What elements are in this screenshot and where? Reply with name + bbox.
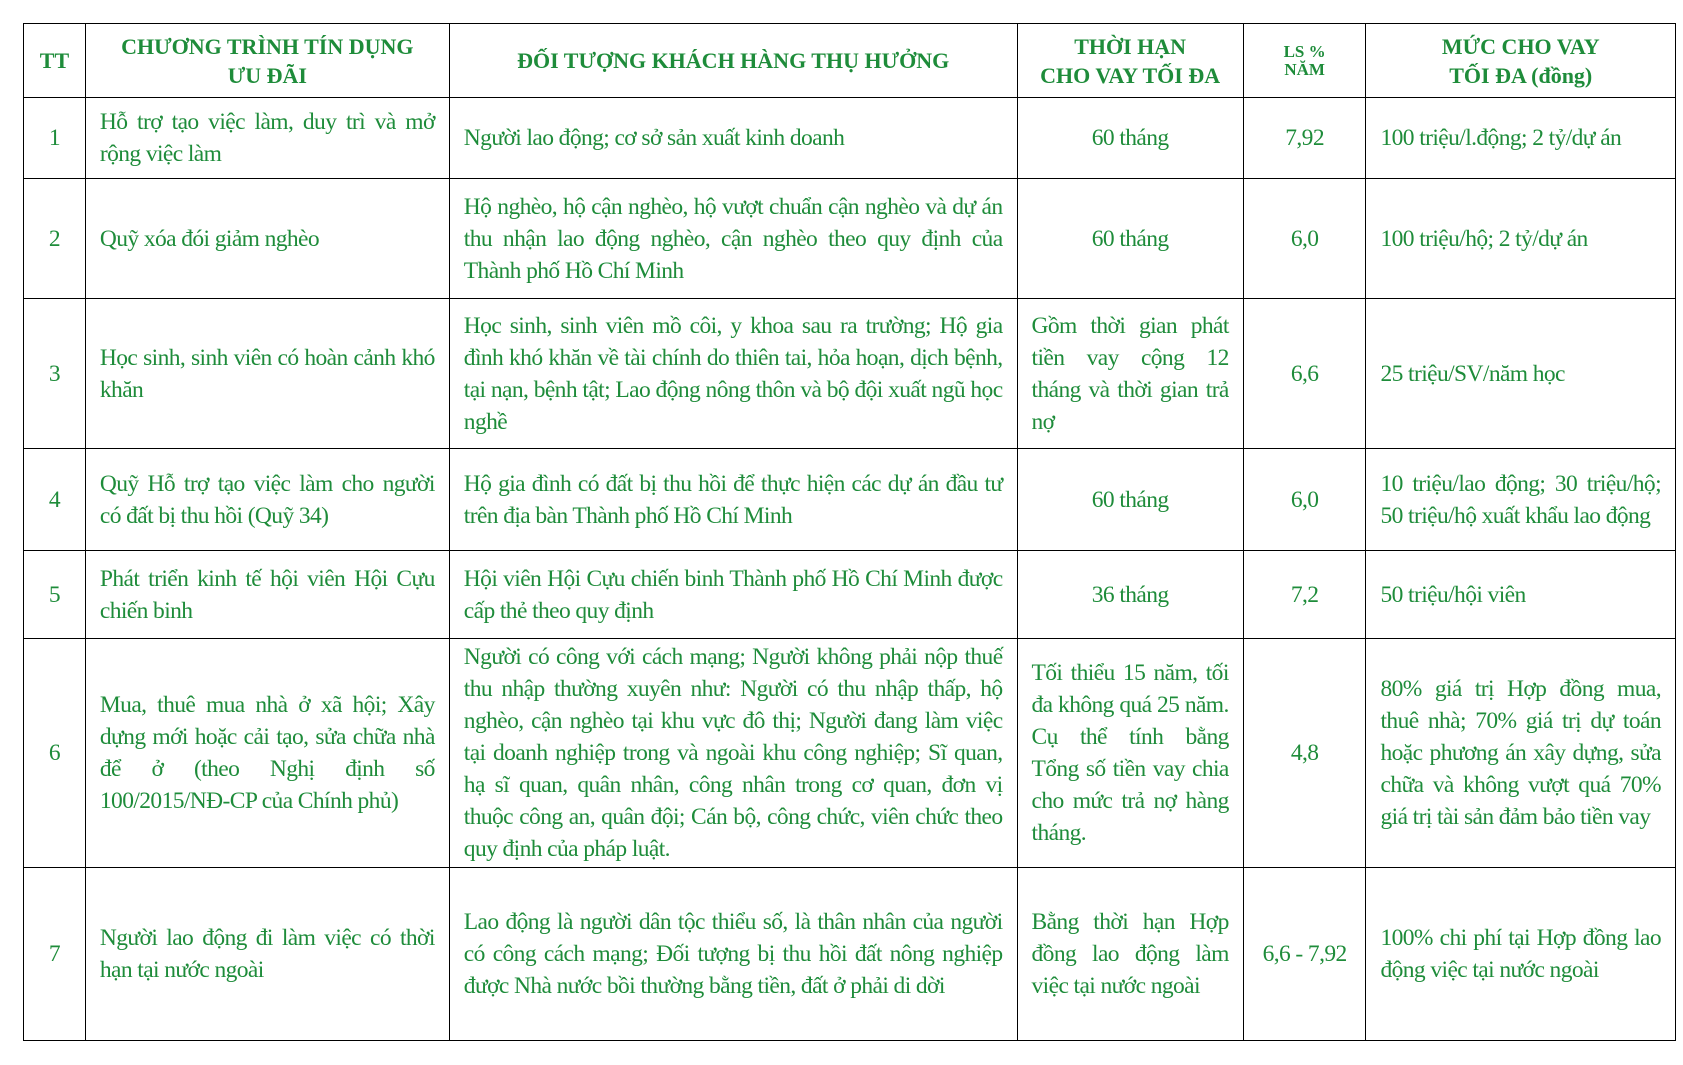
cell-target: Lao động là người dân tộc thiểu số, là thân nhân của người có công cách mạng; Đối tượng bị thu hồi đất nông nghiệp được Nhà nước bồi thường bằng tiền, đất ở phải di dời xyxy=(449,868,1017,1041)
cell-target: Người có công với cách mạng; Người không phải nộp thuế thu nhập thường xuyên như: Người có thu nhập thấp, hộ nghèo, cận nghèo tại khu vực đô thị; Người đang làm việc tại doanh nghiệp trong và ngoài khu công nghiệp; Sĩ quan, hạ sĩ quan, quân nhân, công nhân trong cơ quan, đơn vị thuộc công an, quân đội; Cán bộ, công chức, viên chức theo quy định của pháp luật. xyxy=(449,639,1017,868)
cell-limit: 100 triệu/hộ; 2 tỷ/dự án xyxy=(1366,179,1676,299)
cell-tt: 7 xyxy=(24,868,86,1041)
table-row xyxy=(24,449,1676,551)
cell-term: 60 tháng xyxy=(1017,179,1243,299)
header-program-line2: ƯU ĐÃI xyxy=(227,62,307,88)
cell-program: Quỹ xóa đói giảm nghèo xyxy=(85,179,449,299)
cell-tt: 4 xyxy=(24,449,86,551)
cell-target: Học sinh, sinh viên mồ côi, y khoa sau ra trường; Hộ gia đình khó khăn về tài chính do thiên tai, hỏa hoạn, dịch bệnh, tại nạn, bệnh tật; Lao động nông thôn và bộ đội xuất ngũ học nghề xyxy=(449,299,1017,449)
cell-limit: 80% giá trị Hợp đồng mua, thuê nhà; 70% giá trị dự toán hoặc phương án xây dựng, sửa chữa và không vượt quá 70% giá trị tài sản đảm bảo tiền vay xyxy=(1366,639,1676,868)
cell-rate xyxy=(1243,868,1366,1041)
header-rate-line2: NĂM xyxy=(1284,59,1325,79)
cell-target: Người lao động; cơ sở sản xuất kinh doanh xyxy=(449,98,1017,179)
cell-rate: 7,92 xyxy=(1243,98,1366,179)
table-row xyxy=(24,868,1676,1041)
cell-target: Hộ nghèo, hộ cận nghèo, hộ vượt chuẩn cận nghèo và dự án thu nhận lao động nghèo, cận nghèo theo quy định của Thành phố Hồ Chí Minh xyxy=(449,179,1017,299)
header-term-line2: CHO VAY TỐI ĐA xyxy=(1040,62,1221,88)
table-row xyxy=(24,299,1676,449)
cell-rate: 6,6 xyxy=(1243,299,1366,449)
cell-limit: 25 triệu/SV/năm học xyxy=(1366,299,1676,449)
cell-term: 36 tháng xyxy=(1017,551,1243,639)
header-tt: TT xyxy=(24,24,86,98)
cell-term: Bằng thời hạn Hợp đồng lao động làm việc tại nước ngoài xyxy=(1017,868,1243,1041)
cell-program: Hỗ trợ tạo việc làm, duy trì và mở rộng việc làm xyxy=(85,98,449,179)
table-row xyxy=(24,639,1676,868)
header-limit-line2: TỐI ĐA (đồng) xyxy=(1449,62,1593,88)
cell-limit: 100 triệu/l.động; 2 tỷ/dự án xyxy=(1366,98,1676,179)
header-rate-line1: LS % xyxy=(1283,41,1326,61)
cell-program: Phát triển kinh tế hội viên Hội Cựu chiến binh xyxy=(85,551,449,639)
cell-program: Người lao động đi làm việc có thời hạn tại nước ngoài xyxy=(85,868,449,1041)
table-row xyxy=(24,551,1676,639)
cell-program: Học sinh, sinh viên có hoàn cảnh khó khăn xyxy=(85,299,449,449)
cell-term: Tối thiểu 15 năm, tối đa không quá 25 năm. Cụ thể tính bằng Tổng số tiền vay chia cho mức trả nợ hàng tháng. xyxy=(1017,639,1243,868)
header-target: ĐỐI TƯỢNG KHÁCH HÀNG THỤ HƯỞNG xyxy=(449,24,1017,98)
header-term xyxy=(1017,24,1243,98)
cell-term: 60 tháng xyxy=(1017,449,1243,551)
cell-target: Hộ gia đình có đất bị thu hồi để thực hiện các dự án đầu tư trên địa bàn Thành phố Hồ Chí Minh xyxy=(449,449,1017,551)
header-term-line1: THỜI HẠN xyxy=(1074,33,1187,59)
cell-tt: 6 xyxy=(24,639,86,868)
cell-term: 60 tháng xyxy=(1017,98,1243,179)
cell-target: Hội viên Hội Cựu chiến binh Thành phố Hồ Chí Minh được cấp thẻ theo quy định xyxy=(449,551,1017,639)
table-row xyxy=(24,98,1676,179)
cell-tt: 1 xyxy=(24,98,86,179)
cell-program: Mua, thuê mua nhà ở xã hội; Xây dựng mới hoặc cải tạo, sửa chữa nhà để ở (theo Nghị định số 100/2015/NĐ-CP của Chính phủ) xyxy=(85,639,449,868)
cell-tt: 3 xyxy=(24,299,86,449)
credit-programs-table xyxy=(23,23,1676,1041)
cell-rate: 7,2 xyxy=(1243,551,1366,639)
cell-rate: 4,8 xyxy=(1243,639,1366,868)
cell-rate-text: 6,6 - 7,92 xyxy=(1262,941,1347,967)
header-row xyxy=(24,24,1676,98)
header-program xyxy=(85,24,449,98)
cell-tt: 5 xyxy=(24,551,86,639)
table-row xyxy=(24,179,1676,299)
header-rate xyxy=(1243,24,1366,98)
header-limit-line1: MỨC CHO VAY xyxy=(1441,33,1600,59)
cell-limit: 10 triệu/lao động; 30 triệu/hộ; 50 triệu/hộ xuất khẩu lao động xyxy=(1366,449,1676,551)
cell-rate: 6,0 xyxy=(1243,449,1366,551)
cell-limit: 50 triệu/hội viên xyxy=(1366,551,1676,639)
cell-limit: 100% chi phí tại Hợp đồng lao động việc tại nước ngoài xyxy=(1366,868,1676,1041)
cell-rate: 6,0 xyxy=(1243,179,1366,299)
cell-program: Quỹ Hỗ trợ tạo việc làm cho người có đất bị thu hồi (Quỹ 34) xyxy=(85,449,449,551)
cell-tt: 2 xyxy=(24,179,86,299)
header-limit xyxy=(1366,24,1676,98)
cell-term: Gồm thời gian phát tiền vay cộng 12 tháng và thời gian trả nợ xyxy=(1017,299,1243,449)
header-program-line1: CHƯƠNG TRÌNH TÍN DỤNG xyxy=(121,33,414,59)
